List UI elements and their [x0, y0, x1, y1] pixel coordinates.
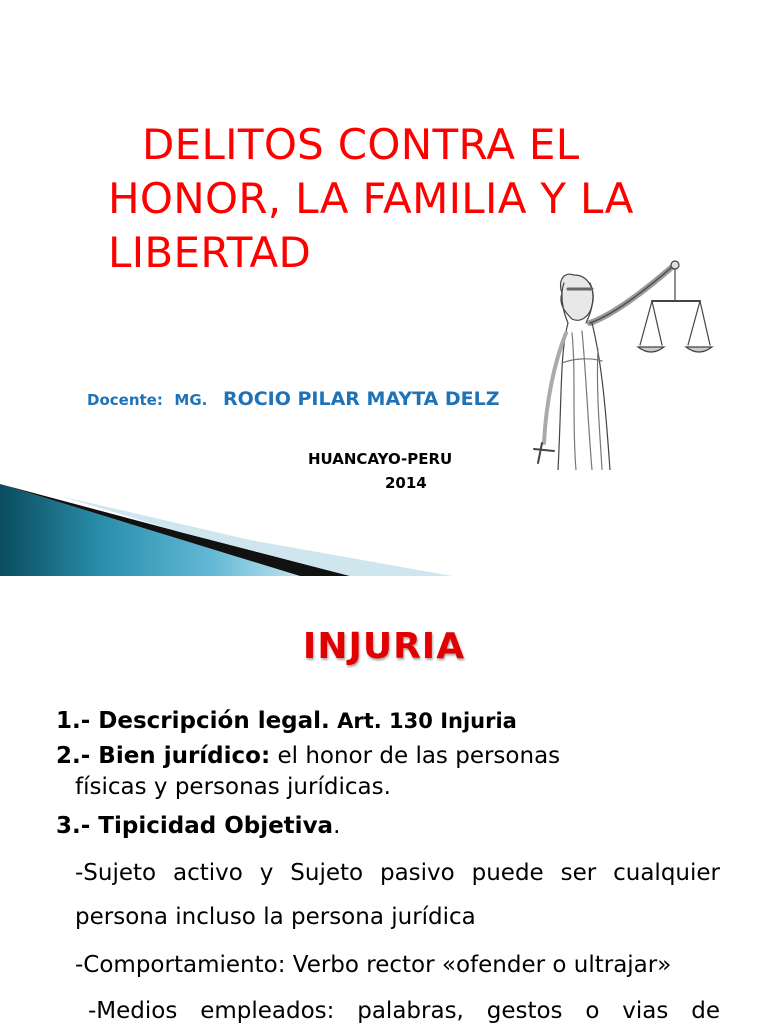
item-text: el honor de las personas: [277, 743, 561, 769]
docente-line: [87, 388, 500, 410]
decorative-swoosh: [0, 470, 768, 576]
year-text: 2014: [385, 474, 427, 492]
sub-item-sujetos-cont: persona incluso la persona jurídica: [75, 904, 476, 930]
lady-justice-icon: [532, 253, 722, 470]
item-label: 3.- Tipicidad Objetiva: [56, 813, 334, 839]
docente-degree: MG.: [174, 391, 208, 409]
item-period: .: [333, 813, 341, 839]
item-text: Art. 130 Injuria: [337, 709, 517, 733]
list-item-tipicidad: [56, 811, 720, 842]
sub-item-sujetos: -Sujeto activo y Sujeto pasivo puede ser cualquier: [75, 860, 720, 886]
item-text-continued: físicas y personas jurídicas.: [75, 774, 391, 800]
list-item-bien-juridico: [56, 741, 720, 803]
list-item-description: [56, 706, 720, 737]
title-line-3: LIBERTAD: [108, 228, 312, 277]
docente-name: ROCIO PILAR MAYTA DELZ: [222, 388, 500, 410]
item-label: 2.- Bien jurídico:: [56, 743, 271, 769]
sub-item-medios: -Medios empleados: palabras, gestos o vias de: [88, 998, 720, 1024]
sub-item-comportamiento: -Comportamiento: Verbo rector «ofender o ultrajar»: [75, 952, 672, 978]
title-line-2: HONOR, LA FAMILIA Y LA: [108, 174, 634, 223]
content-slide: [0, 576, 768, 1024]
item-label: 1.- Descripción legal.: [56, 708, 330, 734]
title-line-1: DELITOS CONTRA EL: [142, 120, 580, 169]
city-text: HUANCAYO-PERU: [308, 450, 453, 468]
docente-label: Docente:: [87, 391, 163, 409]
slide-heading: INJURIA: [302, 626, 466, 667]
